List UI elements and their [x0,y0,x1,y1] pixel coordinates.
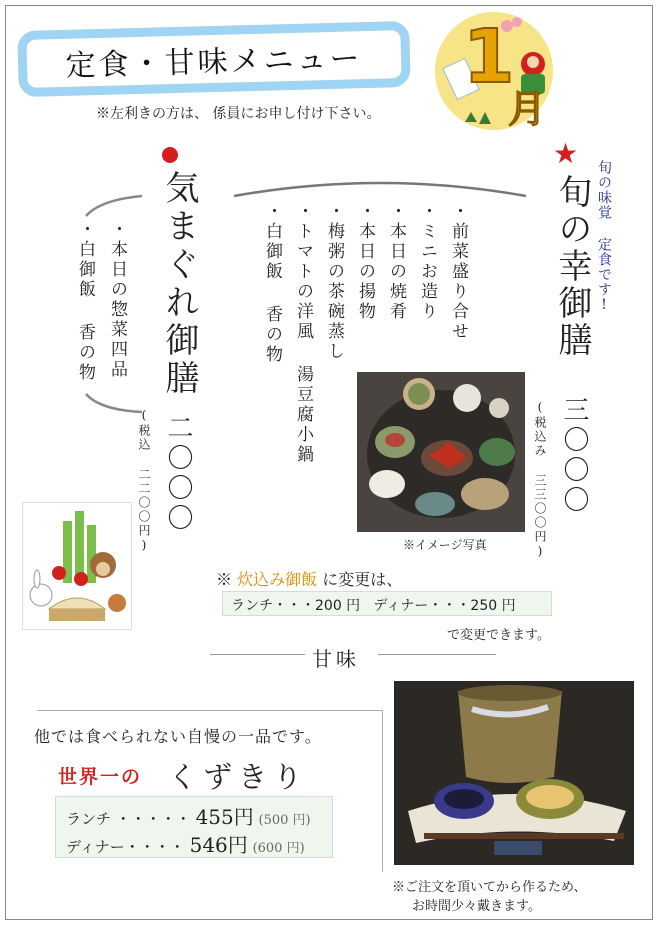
divider-left [210,654,305,655]
footnote-line-1: ※ご注文を頂いてから作るため、 [392,880,587,895]
rice-change-lunch: ランチ・・・200 円 [231,598,361,614]
lunch-tax: (500 円) [258,813,311,828]
shun-gozen-title: 旬の幸御膳 [552,174,592,359]
rice-change-note [216,567,402,590]
list-item: ・本日の惣菜四品 [107,220,127,380]
title-banner [17,21,411,97]
month-number: 1 [463,14,515,100]
list-item: ・ミニお造り [417,202,437,322]
kimagure-price: 二〇〇〇 [163,414,193,534]
divider-right [378,654,496,655]
kuzukiri-footnote [392,878,586,916]
kuzukiri-dinner-row [66,829,305,858]
list-item: ・前菜盛り合せ [448,202,468,342]
left-hand-note: ※左利きの方は、 係員にお申し付け下さい。 [96,106,381,122]
kuzukiri-name: くずきり [168,760,309,794]
lunch-price: 455円 [195,805,254,829]
shun-tagline: 旬の味覚 定食です! [596,160,612,314]
shun-price-tax: (税込み 三三〇〇円) [533,400,547,560]
shun-price: 三〇〇〇 [559,396,589,516]
rice-change-highlight: 炊込み御飯 [237,570,318,589]
kuzukiri-lunch-row [66,801,311,830]
kuzukiri-price-box [55,796,333,858]
footnote-line-2: お時間少々戴きます。 [412,899,541,914]
kimagure-gozen-title: 気まぐれ御膳 [159,170,199,398]
kimagure-menu-list [72,220,130,383]
kimagure-price-tax: (税込 二二〇〇円) [137,408,151,554]
star-icon: ★ [553,137,579,170]
list-item: ・本日の揚物 [355,202,375,322]
list-item: ・本日の焼肴 [386,202,406,322]
list-item: ・梅粥の茶碗蒸し [324,202,344,362]
dinner-price: 546円 [189,833,248,857]
list-item: ・白御飯 香の物 [262,202,282,365]
page-title: 定食・甘味メニュー [65,41,363,84]
month-unit: 月 [508,87,547,131]
list-item: ・トマトの洋風 湯豆腐小鍋 [293,202,313,465]
rice-change-prefix: ※ [216,570,238,589]
dinner-tax: (600 円) [252,841,305,856]
kuzukiri-world-label: 世界一の [58,766,143,788]
teishoku-photo [357,372,525,532]
rice-change-price-box [222,591,552,616]
photo-caption: ※イメージ写真 [403,538,487,552]
rice-change-dinner: ディナー・・・250 円 [373,598,516,614]
lunch-label: ランチ ・・・・・ [66,810,191,828]
rice-change-suffix: に変更は、 [317,570,403,589]
kadomatsu-illustration [22,502,132,630]
list-item: ・白御飯 香の物 [75,220,95,383]
rice-change-tail: で変更できます。 [447,628,550,643]
dinner-label: ディナー・・・・ [66,838,185,856]
amami-heading: 甘味 [312,647,360,671]
red-dot-icon [162,147,178,163]
brush-curve-divider [230,176,530,202]
kuzukiri-photo [394,681,634,865]
kuzukiri-intro: 他では食べられない自慢の一品です。 [34,727,322,746]
